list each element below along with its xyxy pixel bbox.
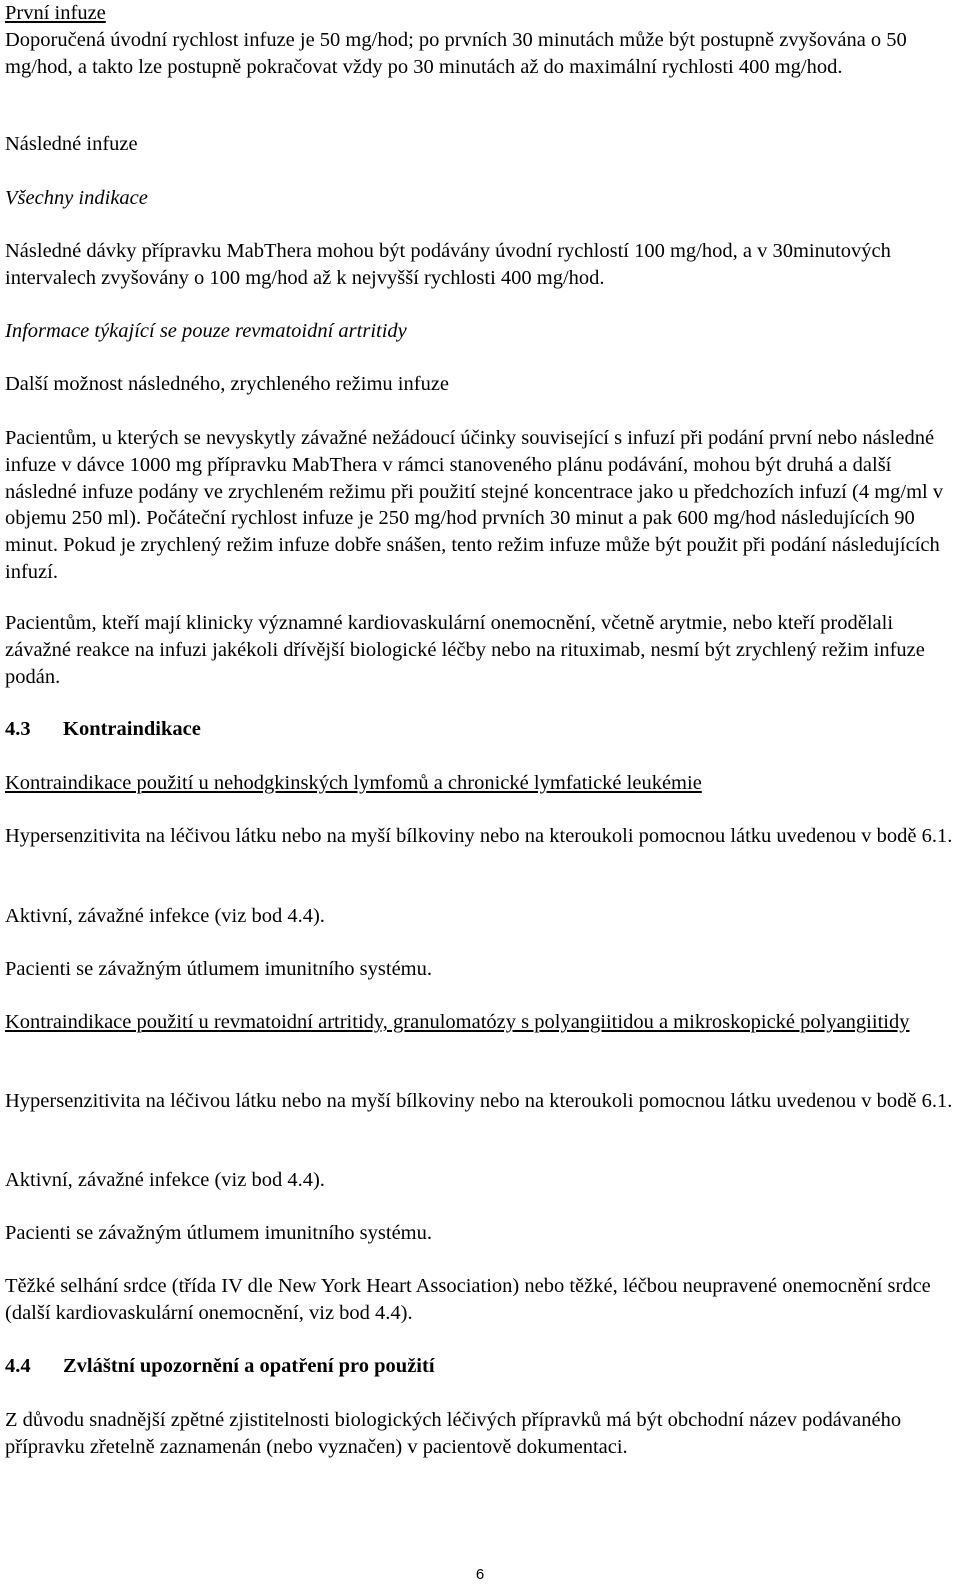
- section-4-4-heading: [5, 1353, 435, 1380]
- contraindications-ra-infection: Aktivní, závažné infekce (viz bod 4.4).: [5, 1169, 325, 1191]
- subsequent-infusion-paragraph: Následné dávky přípravku MabThera mohou být podávány úvodní rychlostí 100 mg/hod, a v 30minutových intervalech zvyšovány o 100 mg/hod až k nejvyšší rychlosti 400 mg/hod.: [5, 240, 891, 289]
- contraindications-ra-immunosuppression: Pacienti se závažným útlumem imunitního systému.: [5, 1222, 433, 1244]
- contraindications-ra-heading: Kontraindikace použití u revmatoidní artritidy, granulomatózy s polyangiitidou a mikroskopické polyangiitidy: [5, 1011, 910, 1033]
- first-infusion-heading: První infuze: [5, 2, 106, 24]
- section-4-4-number: 4.4: [5, 1355, 31, 1377]
- section-4-3-heading: [5, 716, 201, 743]
- section-4-3-number: 4.3: [5, 718, 31, 740]
- section-4-3-title: Kontraindikace: [63, 718, 201, 740]
- contraindications-ra-hypersensitivity: Hypersenzitivita na léčivou látku nebo na myší bílkoviny nebo na kteroukoli pomocnou látku uvedenou v bodě 6.1.: [5, 1090, 953, 1112]
- contraindications-nhl-hypersensitivity: Hypersenzitivita na léčivou látku nebo na myší bílkoviny nebo na kteroukoli pomocnou látku uvedenou v bodě 6.1.: [5, 825, 953, 847]
- all-indications-heading: Všechny indikace: [5, 187, 148, 209]
- cardiovascular-paragraph: Pacientům, kteří mají klinicky významné kardiovaskulární onemocnění, včetně arytmie, nebo kteří prodělali závažné reakce na infuzi jakékoli dřívější biologické léčby nebo na rituximab, nesmí být zrychlený režim infuze podán.: [5, 612, 925, 688]
- contraindications-nhl-heading: Kontraindikace použití u nehodgkinských lymfomů a chronické lymfatické leukémie: [5, 772, 702, 794]
- traceability-paragraph: Z důvodu snadnější zpětné zjistitelnosti biologických léčivých přípravků má být obchodní název podávaného přípravku zřetelně zaznamenán (nebo vyznačen) v pacientově dokumentaci.: [5, 1409, 902, 1458]
- contraindications-nhl-immunosuppression: Pacienti se závažným útlumem imunitního systému.: [5, 958, 433, 980]
- rapid-regimen-paragraph: Pacientům, u kterých se nevyskytly závažné nežádoucí účinky související s infuzí při podání první nebo následné infuze v dávce 1000 mg přípravku MabThera v rámci stanoveného plánu podávání, mohou být druhá a další následné infuze podány ve zrychleném režimu při použití stejné koncentrace jako u předchozích infuzí (4 mg/ml v objemu 250 ml). Počáteční rychlost infuze je 250 mg/hod prvních 30 minut a pak 600 mg/hod následujících 90 minut. Pokud je zrychlený režim infuze dobře snášen, tento režim infuze může být použit při podání následujících infuzí.: [5, 427, 944, 583]
- contraindications-nhl-infection: Aktivní, závažné infekce (viz bod 4.4).: [5, 905, 325, 927]
- contraindications-ra-heart-failure: Těžké selhání srdce (třída IV dle New York Heart Association) nebo těžké, léčbou neupravené onemocnění srdce (další kardiovaskulární onemocnění, viz bod 4.4).: [5, 1275, 931, 1324]
- ra-info-heading: Informace týkající se pouze revmatoidní artritidy: [5, 320, 407, 342]
- page-number: 6: [475, 1566, 485, 1583]
- rapid-regimen-heading: Další možnost následného, zrychleného režimu infuze: [5, 373, 450, 395]
- first-infusion-paragraph: Doporučená úvodní rychlost infuze je 50 mg/hod; po prvních 30 minutách může být postupně zvyšována o 50 mg/hod, a takto lze postupně pokračovat vždy po 30 minutách až do maximální rychlosti 400 mg/hod.: [5, 29, 907, 78]
- section-4-4-title: Zvláštní upozornění a opatření pro použití: [63, 1355, 435, 1377]
- subsequent-infusion-heading: Následné infuze: [5, 133, 138, 155]
